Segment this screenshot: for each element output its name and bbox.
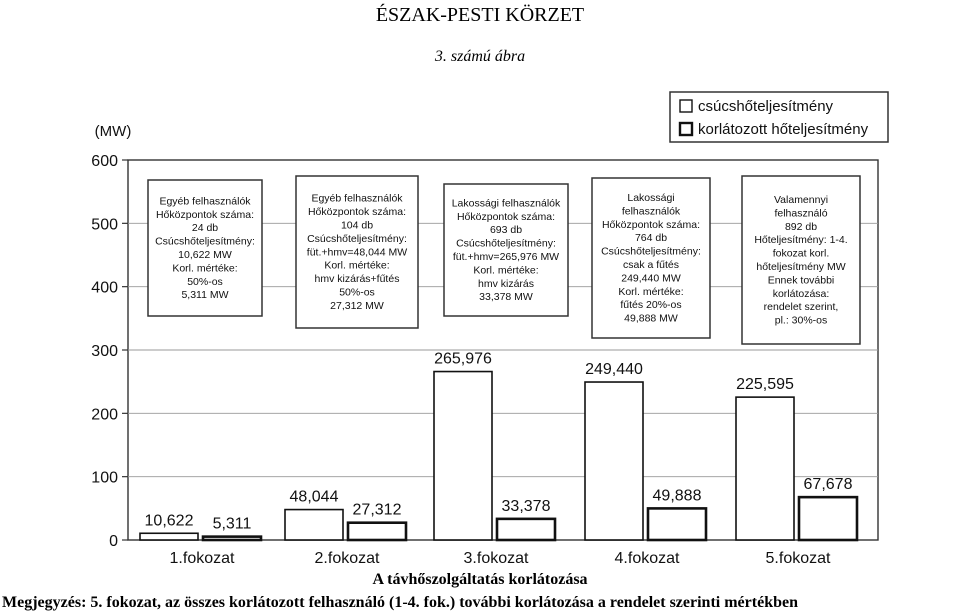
annotation-line: Korl. mértéke: [618,285,684,298]
annotation-line: pl.: 30%-os [774,314,828,327]
annotation-line: 10,622 MW [178,249,232,261]
annotation-line: rendelet szerint, [763,301,839,314]
annotation-line: hőteljesítmény MW [756,261,846,273]
annotation-line: Hőközpontok száma: [601,218,701,231]
bar-restricted-output [497,519,555,540]
legend-swatch-peak [680,100,692,112]
x-tick-label: 4.fokozat [614,550,680,567]
bar-peak-output [434,372,492,540]
annotation-line: Lakossági felhasználók [451,197,561,210]
y-tick-label: 0 [109,533,118,550]
y-tick-label: 200 [91,406,118,424]
annotation-line: fűtés 20%-os [620,299,682,312]
y-tick-label: 500 [91,216,118,234]
bar-restricted-output [348,523,406,540]
annotation-line: hmv kizárás+fűtés [314,273,400,286]
annotation-line: 33,378 MW [479,291,533,304]
data-label: 5,311 [212,515,252,533]
annotation-line: 50%-os [187,275,223,288]
data-label: 225,595 [736,376,794,394]
data-label: 265,976 [434,350,492,368]
legend-swatch-restricted [680,123,692,135]
bar-peak-output [736,397,794,540]
bar-restricted-output [648,508,706,540]
bar-peak-output [285,510,343,540]
bar-peak-output [585,382,643,540]
data-label: 49,888 [652,487,702,505]
annotation-line: Csúcshőteljesítmény: [155,235,255,248]
y-axis-label: (MW) [94,123,132,140]
annotation-line: 50%-os [339,286,375,299]
annotation-line: 27,312 MW [330,299,384,312]
annotation-line: csak a fűtés [622,259,680,271]
page-title: ÉSZAK-PESTI KÖRZET [375,4,585,26]
y-tick-label: 100 [91,469,118,487]
data-label: 249,440 [585,361,643,379]
y-tick-label: 300 [91,343,118,360]
annotation-line: Egyéb felhasználók [311,192,403,205]
annotation-line: Korl. mértéke: [172,262,238,275]
annotation-line: füt.+hmv=265,976 MW [452,251,560,263]
chart-caption: A távhőszolgáltatás korlátozása [372,571,588,588]
legend-label-peak: csúcshőteljesítmény [698,98,834,115]
figure-number: 3. számú ábra [434,48,526,65]
annotation-line: Lakossági [627,192,675,204]
annotation-line: 249,440 MW [621,272,681,285]
annotation-line: Csúcshőteljesítmény: [307,232,407,245]
data-label: 10,622 [144,512,194,530]
annotation-line: 24 db [191,222,219,235]
annotation-line: Hőközpontok száma: [155,208,255,221]
annotation-line: korlátozása: [772,287,830,300]
y-tick-label: 600 [91,153,118,170]
annotation-line: hmv kizárás [477,277,535,290]
annotation-line: felhasználók [621,205,681,218]
bar-restricted-output [799,497,857,540]
annotation-line: Hőközpontok száma: [307,206,407,219]
annotation-line: Csúcshőteljesítmény: [456,237,556,250]
annotation-line: 49,888 MW [624,312,678,325]
annotation-line: Ennek további [767,274,835,287]
annotation-line: 5,311 MW [181,289,229,302]
data-label: 33,378 [501,497,551,515]
x-tick-label: 5.fokozat [765,550,831,567]
annotation-line: Korl. mértéke: [324,259,390,272]
data-label: 48,044 [289,488,339,506]
annotation-line: Egyéb felhasználók [159,195,251,208]
x-tick-label: 3.fokozat [463,550,529,567]
legend-label-restricted: korlátozott hőteljesítmény [698,121,869,138]
annotation-line: Hőközpontok száma: [456,210,556,223]
annotation-line: 892 db [784,220,818,233]
annotation-line: Hőteljesítmény: 1-4. [754,234,848,247]
annotation-line: 104 db [340,219,374,232]
data-label: 27,312 [352,501,402,519]
annotation-line: 693 db [489,224,523,237]
chart-note: Megjegyzés: 5. fokozat, az összes korlátozott felhasználó (1-4. fok.) további korlátozása a rendelet szerinti mértékben [2,594,798,611]
annotation-line: Valamennyi [773,194,829,206]
annotation-line: felhasználó [774,207,828,220]
x-tick-label: 2.fokozat [314,550,380,567]
annotation-line: Korl. mértéke: [473,264,539,277]
annotation-line: füt.+hmv=48,044 MW [306,246,408,259]
bar-peak-output [140,533,198,540]
annotation-line: 764 db [634,232,668,245]
annotation-line: fokozat korl. [772,247,830,260]
y-tick-label: 400 [91,279,118,297]
annotation-line: Csúcshőteljesítmény: [601,245,701,258]
data-label: 67,678 [803,476,853,494]
x-tick-label: 1.fokozat [169,550,235,567]
bar-restricted-output [203,537,261,540]
